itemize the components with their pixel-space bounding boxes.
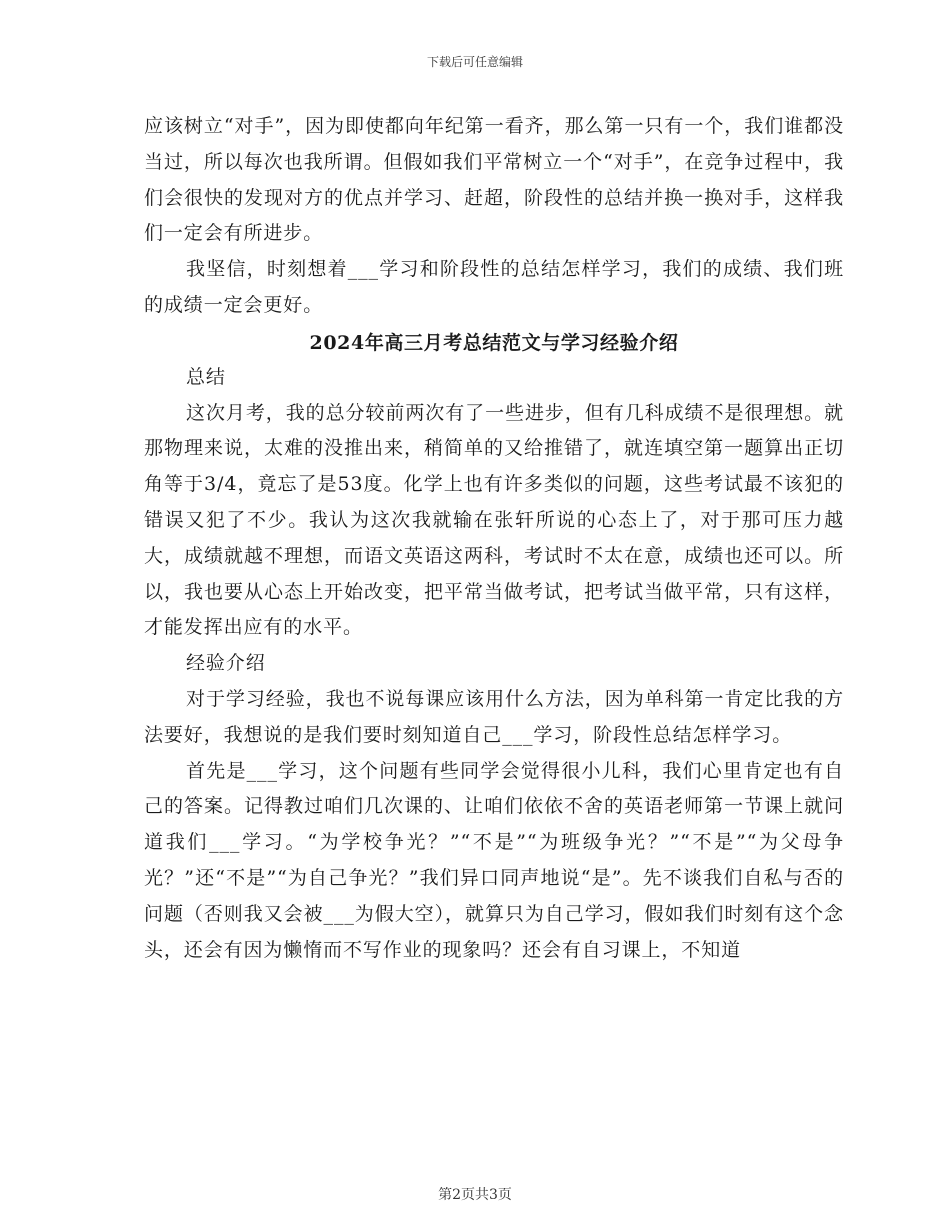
section-heading-summary: 总结 [186,365,226,388]
paragraph-experience-intro: 对于学习经验，我也不说每课应该用什么方法，因为单科第一肯定比我的方法要好，我想说的是我们要时刻知道自己___学习，阶段性总结怎样学习。 [144,687,844,746]
paragraph-continued: 应该树立“对手”，因为即使都向年纪第一看齐，那么第一只有一个，我们谁都没当过，所以每次也我所谓。但假如我们平常树立一个“对手”，在竞争过程中，我们会很快的发现对方的优点并学习、赶超，阶段性的总结并换一换对手，这样我们一定会有所进步。 [144,115,844,245]
section-heading-experience: 经验介绍 [186,652,266,675]
paragraph-conclusion: 我坚信，时刻想着___学习和阶段性的总结怎样学习，我们的成绩、我们班的成绩一定会更好。 [144,258,844,316]
page-header-note: 下载后可任意编辑 [426,55,523,69]
document-title: 2024年高三月考总结范文与学习经验介绍 [309,331,679,354]
document-body [144,109,844,968]
paragraph-summary: 这次月考，我的总分较前两次有了一些进步，但有几科成绩不是很理想。就那物理来说，太难的没推出来，稍简单的又给推错了，就连填空第一题算出正切角等于3/4，竟忘了是53度。化学上也有许多类似的问题，这些考试最不该犯的错误又犯了不少。我认为这次我就输在张轩所说的心态上了，对于那可压力越大，成绩就越不理想，而语文英语这两科，考试时不太在意，成绩也还可以。所以，我也要从心态上开始改变，把平常当做考试，把考试当做平常，只有这样，才能发挥出应有的水平。 [144,401,844,639]
page-number: 第2页共3页 [438,1187,512,1203]
paragraph-experience-detail: 首先是___学习，这个问题有些同学会觉得很小儿科，我们心里肯定也有自己的答案。记得教过咱们几次课的、让咱们依依不舍的英语老师第一节课上就问道我们___学习。“为学校争光？”“不是”“为班级争光？”“不是”“为父母争光？”还“不是”“为自己争光？”我们异口同声地说“是”。先不谈我们自私与否的问题（否则我又会被___为假大空），就算只为自己学习，假如我们时刻有这个念头，还会有因为懒惰而不写作业的现象吗？还会有自习课上，不知道 [144,759,844,961]
